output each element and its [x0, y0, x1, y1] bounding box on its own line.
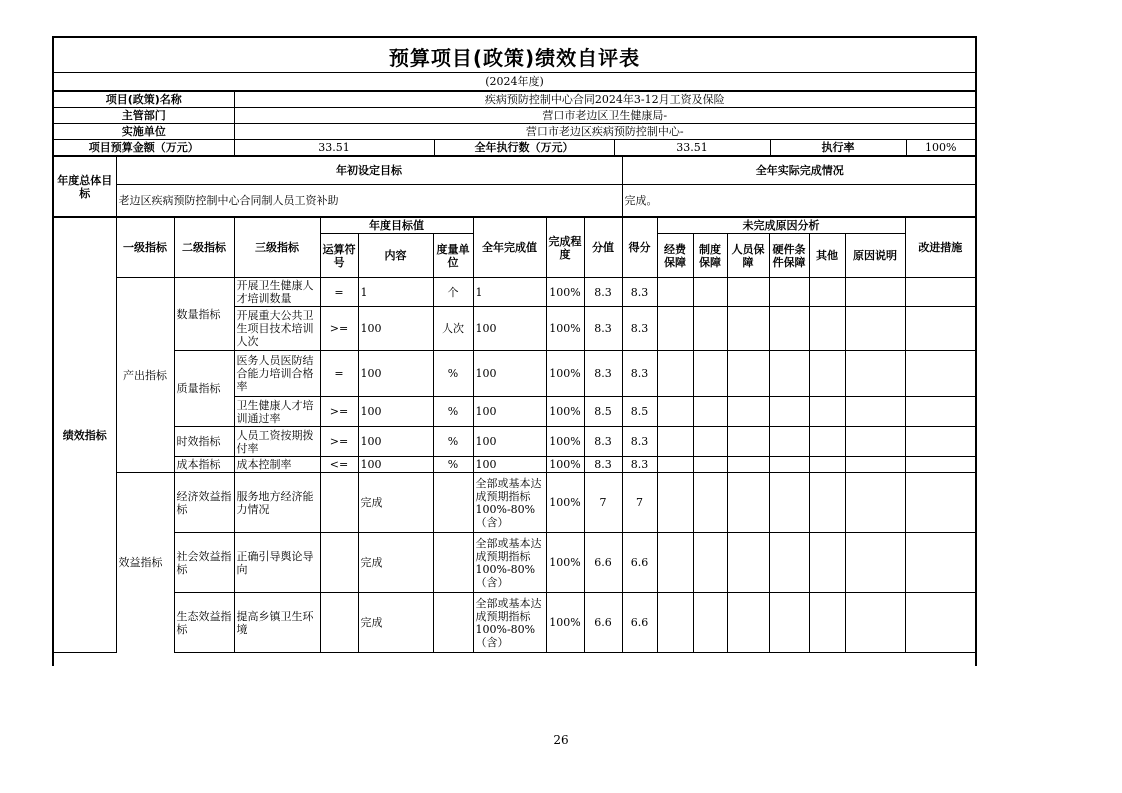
completion-cell: 100% [546, 593, 584, 653]
got-cell: 8.3 [622, 278, 657, 307]
header-content: 内容 [358, 234, 433, 278]
perf-header-row-1 [54, 218, 975, 234]
unit-cell: 人次 [433, 307, 473, 351]
header-completion: 完成程度 [546, 218, 584, 278]
content-cell: 1 [358, 278, 433, 307]
level2-cell: 成本指标 [174, 457, 234, 473]
actual-goal-text: 完成。 [622, 185, 977, 217]
score-cell: 8.3 [584, 278, 622, 307]
info-row-unit [54, 124, 975, 140]
exec-label: 全年执行数（万元） [434, 140, 614, 156]
table-row [54, 278, 975, 307]
content-cell: 完成 [358, 473, 433, 533]
unit-cell [433, 473, 473, 533]
evaluation-sheet [52, 36, 977, 666]
operator-cell [320, 593, 358, 653]
actual-cell: 100 [473, 351, 546, 397]
annual-goal-table [54, 156, 977, 217]
performance-table [54, 217, 975, 653]
table-row [54, 427, 975, 457]
page-title: 预算项目(政策)绩效自评表 [388, 46, 641, 70]
content-cell: 100 [358, 351, 433, 397]
completion-cell: 100% [546, 473, 584, 533]
table-row [54, 473, 975, 533]
level3-cell: 卫生健康人才培训通过率 [234, 397, 320, 427]
actual-goal-header: 全年实际完成情况 [622, 157, 977, 185]
content-cell: 100 [358, 427, 433, 457]
goal-section-label: 年度总体目标 [54, 157, 116, 217]
budget-label: 项目预算金额（万元） [54, 140, 234, 156]
header-level2: 二级指标 [174, 218, 234, 278]
project-name-value: 疾病预防控制中心合同2024年3-12月工资及保险 [234, 92, 975, 108]
budget-value: 33.51 [234, 140, 434, 156]
header-hardware: 硬件条件保障 [769, 234, 809, 278]
level1-benefit: 效益指标 [116, 473, 174, 653]
initial-goal-text: 老边区疾病预防控制中心合同制人员工资补助 [116, 185, 622, 217]
operator-cell: = [320, 278, 358, 307]
level2-cell: 质量指标 [174, 351, 234, 427]
content-cell: 100 [358, 397, 433, 427]
level3-cell: 开展重大公共卫生项目技术培训人次 [234, 307, 320, 351]
header-annual-target: 年度目标值 [320, 218, 473, 234]
completion-cell: 100% [546, 307, 584, 351]
header-funding: 经费保障 [657, 234, 693, 278]
actual-cell: 100 [473, 397, 546, 427]
completion-cell: 100% [546, 427, 584, 457]
level3-cell: 成本控制率 [234, 457, 320, 473]
header-other: 其他 [809, 234, 845, 278]
operator-cell: = [320, 351, 358, 397]
got-cell: 8.3 [622, 457, 657, 473]
level2-cell: 数量指标 [174, 278, 234, 351]
got-cell: 6.6 [622, 593, 657, 653]
level3-cell: 医务人员医防结合能力培训合格率 [234, 351, 320, 397]
got-cell: 8.3 [622, 351, 657, 397]
project-info-table [54, 91, 975, 156]
completion-cell: 100% [546, 278, 584, 307]
level3-cell: 服务地方经济能力情况 [234, 473, 320, 533]
unit-cell [433, 593, 473, 653]
got-cell: 6.6 [622, 533, 657, 593]
page-number: 26 [553, 733, 569, 747]
title-row [54, 38, 975, 73]
got-cell: 8.5 [622, 397, 657, 427]
actual-cell: 全部或基本达成预期指标100%-80%（含） [473, 593, 546, 653]
header-operator: 运算符号 [320, 234, 358, 278]
table-row [54, 533, 975, 593]
score-cell: 7 [584, 473, 622, 533]
score-cell: 6.6 [584, 533, 622, 593]
goal-content-row [54, 185, 977, 217]
completion-cell: 100% [546, 457, 584, 473]
operator-cell: >= [320, 307, 358, 351]
unit-cell [433, 533, 473, 593]
goal-header-row [54, 157, 977, 185]
header-actual: 全年完成值 [473, 218, 546, 278]
header-level3: 三级指标 [234, 218, 320, 278]
actual-cell: 1 [473, 278, 546, 307]
header-staff: 人员保障 [727, 234, 769, 278]
level3-cell: 正确引导舆论导向 [234, 533, 320, 593]
actual-cell: 100 [473, 457, 546, 473]
level2-cell: 社会效益指标 [174, 533, 234, 593]
header-level1: 一级指标 [116, 218, 174, 278]
got-cell: 8.3 [622, 307, 657, 351]
operator-cell: >= [320, 397, 358, 427]
got-cell: 7 [622, 473, 657, 533]
got-cell: 8.3 [622, 427, 657, 457]
completion-cell: 100% [546, 351, 584, 397]
actual-cell: 全部或基本达成预期指标100%-80%（含） [473, 533, 546, 593]
operator-cell: <= [320, 457, 358, 473]
header-unit: 度量单位 [433, 234, 473, 278]
perf-section-label: 绩效指标 [54, 218, 116, 653]
score-cell: 8.3 [584, 457, 622, 473]
header-score: 分值 [584, 218, 622, 278]
dept-label: 主管部门 [54, 108, 234, 124]
level2-cell: 生态效益指标 [174, 593, 234, 653]
table-row [54, 593, 975, 653]
score-cell: 8.3 [584, 307, 622, 351]
operator-cell [320, 473, 358, 533]
content-cell: 100 [358, 457, 433, 473]
project-name-label: 项目(政策)名称 [54, 92, 234, 108]
table-row [54, 457, 975, 473]
info-row-budget [54, 140, 975, 156]
score-cell: 8.3 [584, 351, 622, 397]
completion-cell: 100% [546, 533, 584, 593]
rate-value: 100% [906, 140, 975, 156]
initial-goal-header: 年初设定目标 [116, 157, 622, 185]
header-explain: 原因说明 [845, 234, 905, 278]
level3-cell: 开展卫生健康人才培训数量 [234, 278, 320, 307]
level1-output: 产出指标 [116, 278, 174, 473]
score-cell: 8.5 [584, 397, 622, 427]
content-cell: 完成 [358, 533, 433, 593]
content-cell: 100 [358, 307, 433, 351]
header-system: 制度保障 [693, 234, 727, 278]
score-cell: 8.3 [584, 427, 622, 457]
header-got: 得分 [622, 218, 657, 278]
header-improve: 改进措施 [905, 218, 975, 278]
completion-cell: 100% [546, 397, 584, 427]
level3-cell: 提高乡镇卫生环境 [234, 593, 320, 653]
unit-cell: % [433, 351, 473, 397]
score-cell: 6.6 [584, 593, 622, 653]
rate-label: 执行率 [770, 140, 906, 156]
actual-cell: 全部或基本达成预期指标100%-80%（含） [473, 473, 546, 533]
header-reasons: 未完成原因分析 [657, 218, 905, 234]
unit-cell: % [433, 397, 473, 427]
unit-cell: 个 [433, 278, 473, 307]
unit-label: 实施单位 [54, 124, 234, 140]
operator-cell [320, 533, 358, 593]
level2-cell: 经济效益指标 [174, 473, 234, 533]
unit-cell: % [433, 457, 473, 473]
info-row-name [54, 92, 975, 108]
actual-cell: 100 [473, 307, 546, 351]
dept-value: 营口市老边区卫生健康局- [234, 108, 975, 124]
table-row [54, 351, 975, 397]
unit-value: 营口市老边区疾病预防控制中心- [234, 124, 975, 140]
content-cell: 完成 [358, 593, 433, 653]
year-label: (2024年度) [54, 73, 975, 91]
actual-cell: 100 [473, 427, 546, 457]
unit-cell: % [433, 427, 473, 457]
info-row-dept [54, 108, 975, 124]
operator-cell: >= [320, 427, 358, 457]
level3-cell: 人员工资按期拨付率 [234, 427, 320, 457]
exec-value: 33.51 [614, 140, 770, 156]
level2-cell: 时效指标 [174, 427, 234, 457]
